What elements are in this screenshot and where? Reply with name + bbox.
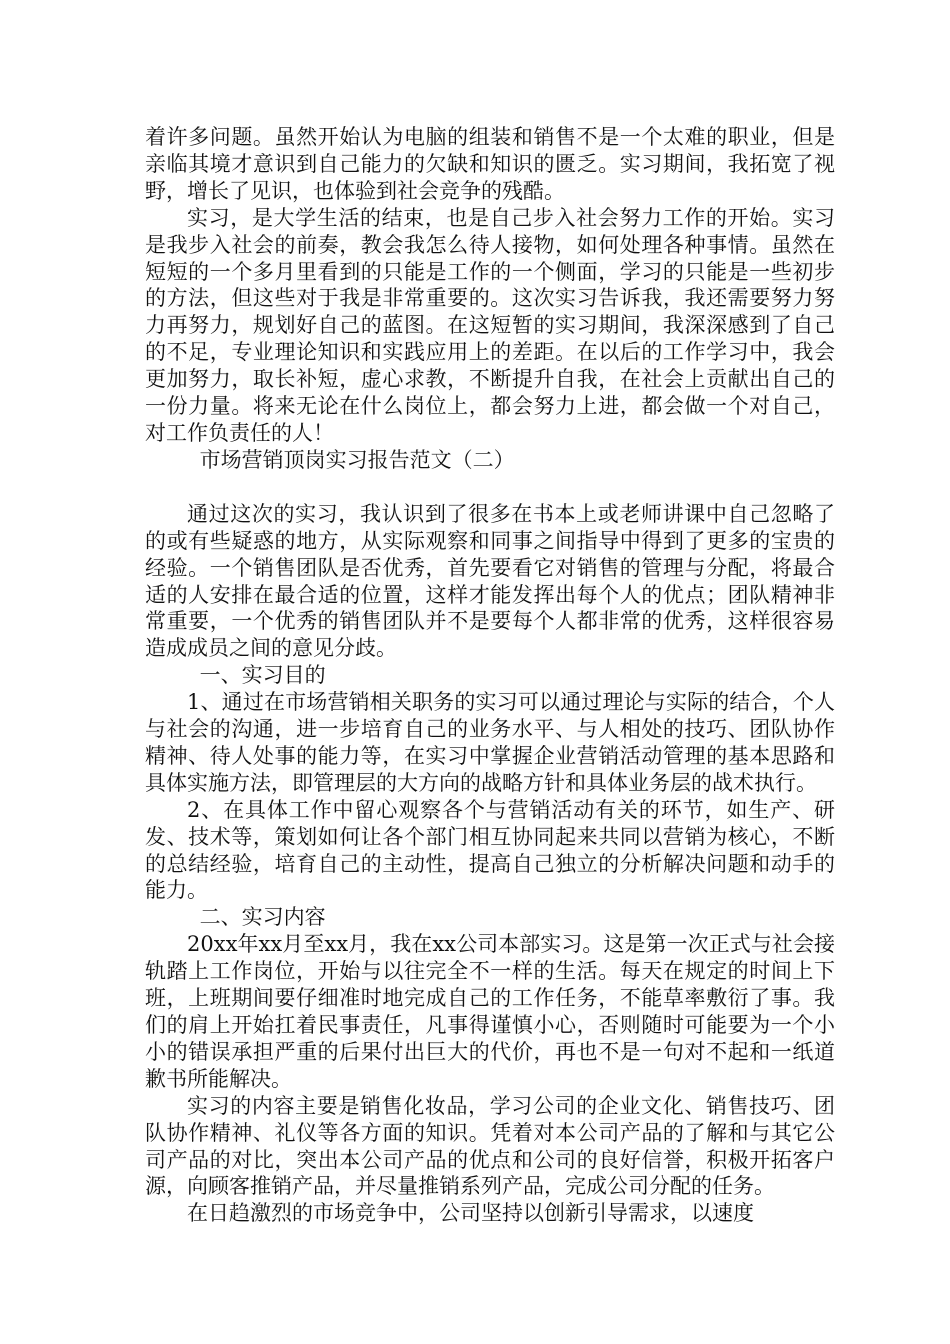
paragraph-content-3: 在日趋激烈的市场竞争中，公司坚持以创新引导需求，以速度 (187, 1201, 754, 1226)
paragraph-purpose-1: 1、通过在市场营销相关职务的实习可以通过理论与实际的结合，个人与社会的沟通，进一步培育自己的业务水平、与人相处的技巧、团队协作精神、待人处事的能力等，在实习中掌握企业营销活动管理的基本思路和具体实施方法，即管理层的大方向的战略方针和具体业务层的战术执行。 (145, 690, 835, 795)
paragraph-content-2: 实习的内容主要是销售化妆品，学习公司的企业文化、销售技巧、团队协作精神、礼仪等各方面的知识。凭着对本公司产品的了解和与其它公司产品的对比，突出本公司产品的优点和公司的良好信誉，积极开拓客户源，向顾客推销产品，并尽量推销系列产品，完成公司分配的任务。 (145, 1093, 835, 1199)
paragraph-purpose-2: 2、在具体工作中留心观察各个与营销活动有关的环节，如生产、研发、技术等，策划如何让各个部门相互协同起来共同以营销为核心，不断的总结经验，培育自己的主动性，提高自己独立的分析解决问题和动手的能力。 (145, 797, 835, 903)
paragraph-intro: 通过这次的实习，我认识到了很多在书本上或老师讲课中自己忽略了的或有些疑惑的地方，从实际观察和同事之间指导中得到了更多的宝贵的经验。一个销售团队是否优秀，首先要看它对销售的管理与分配，将最合适的人安排在最合适的位置，这样才能发挥出每个人的优点；团队精神非常重要，一个优秀的销售团队并不是要每个人都非常的优秀，这样很容易造成成员之间的意见分歧。 (145, 501, 835, 661)
section-title-report-two: 市场营销顶岗实习报告范文（二） (199, 447, 515, 472)
blank-line (145, 474, 835, 501)
heading-internship-purpose: 一、实习目的 (199, 663, 326, 688)
paragraph-internship-summary: 实习，是大学生活的结束，也是自己步入社会努力工作的开始。实习是我步入社会的前奏，教会我怎么待人接物，如何处理各种事情。虽然在短短的一个多月里看到的只能是工作的一个侧面，学习的只能是一些初步的方法，但这些对于我是非常重要的。这次实习告诉我，我还需要努力努力再努力，规划好自己的蓝图。在这短暂的实习期间，我深深感到了自己的不足，专业理论知识和实践应用上的差距。在以后的工作学习中，我会更加努力，取长补短，虚心求教，不断提升自我，在社会上贡献出自己的一份力量。将来无论在什么岗位上，都会努力上进，都会做一个对自己，对工作负责任的人！ (145, 205, 835, 445)
document-body (145, 124, 835, 1227)
paragraph-continuation: 着许多问题。虽然开始认为电脑的组装和销售不是一个太难的职业，但是亲临其境才意识到自己能力的欠缺和知识的匮乏。实习期间，我拓宽了视野，增长了见识，也体验到社会竞争的残酷。 (145, 125, 835, 203)
paragraph-content-1: 20xx年xx月至xx月，我在xx公司本部实习。这是第一次正式与社会接轨踏上工作岗位，开始与以往完全不一样的生活。每天在规定的时间上下班，上班期间要仔细准时地完成自己的工作任务，不能草率敷衍了事。我们的肩上开始扛着民事责任，凡事得谨慎小心，否则随时可能要为一个小小的错误承担严重的后果付出巨大的代价，再也不是一句对不起和一纸道歉书所能解决。 (145, 932, 835, 1091)
heading-internship-content: 二、实习内容 (199, 905, 326, 930)
